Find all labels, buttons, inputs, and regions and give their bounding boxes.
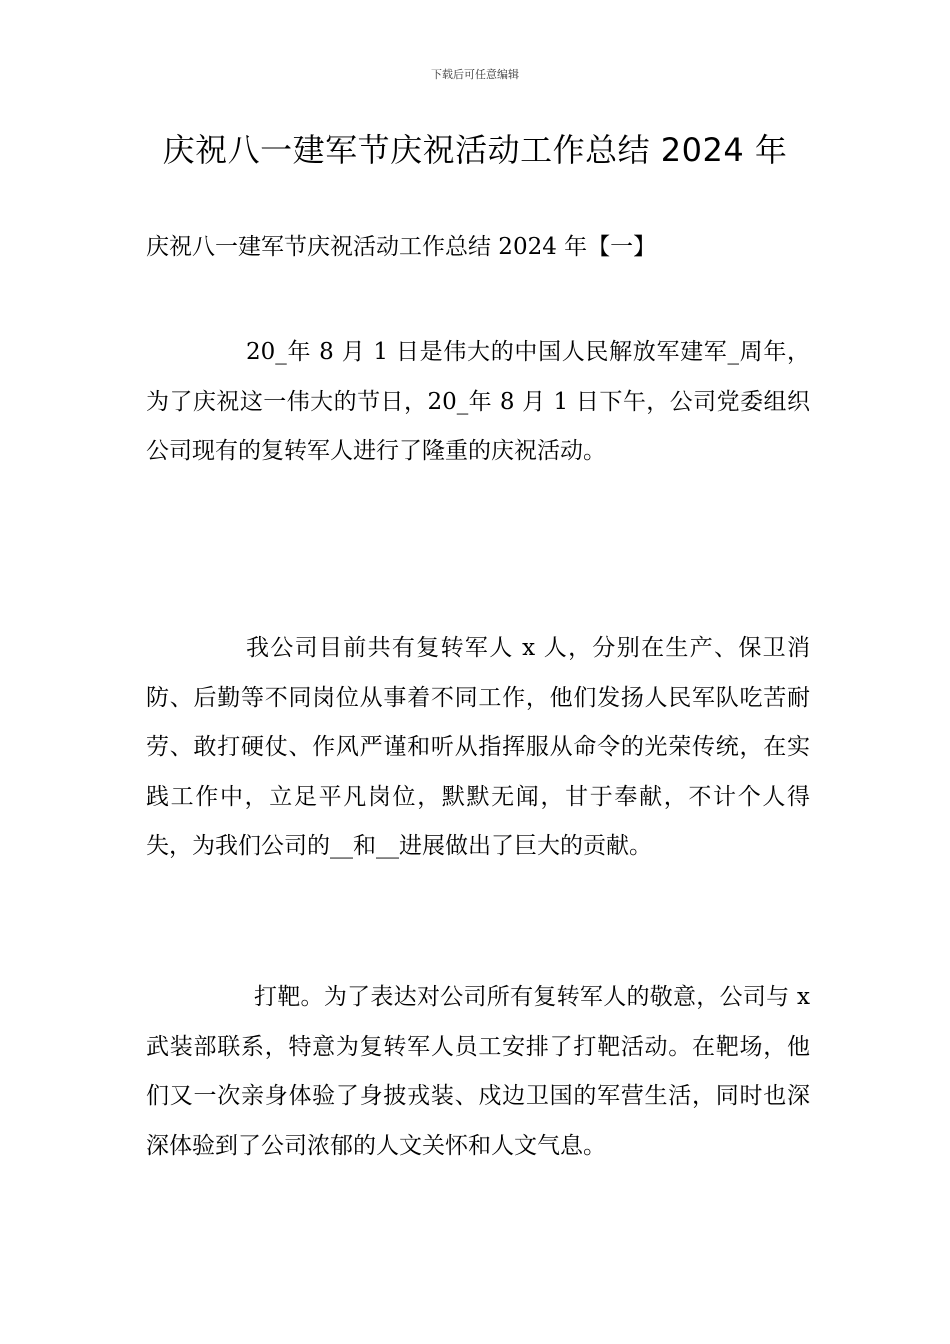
document-title: 庆祝八一建军节庆祝活动工作总结 2024 年: [162, 131, 788, 169]
paragraph-1: 20_年 8 月 1 日是伟大的中国人民解放军建军_周年，为了庆祝这一伟大的节日，20_年 8 月 1 日下午，公司党委组织公司现有的复转军人进行了隆重的庆祝活动。: [146, 339, 810, 464]
header-note: 下载后可任意编辑: [431, 68, 519, 81]
section-subtitle: 庆祝八一建军节庆祝活动工作总结 2024 年【一】: [146, 234, 657, 260]
paragraph-2: 我公司目前共有复转军人 x 人，分别在生产、保卫消防、后勤等不同岗位从事着不同工作，他们发扬人民军队吃苦耐劳、敢打硬仗、作风严谨和听从指挥服从命令的光荣传统，在实践工作中，立足平凡岗位，默默无闻，甘于奉献，不计个人得失，为我们公司的__和__进展做出了巨大的贡献。: [146, 635, 810, 859]
paragraph-3: 打靶。为了表达对公司所有复转军人的敬意，公司与 x 武装部联系，特意为复转军人员工安排了打靶活动。在靶场，他们又一次亲身体验了身披戎装、戍边卫国的军营生活，同时也深深体验到了公司浓郁的人文关怀和人文气息。: [146, 984, 810, 1159]
